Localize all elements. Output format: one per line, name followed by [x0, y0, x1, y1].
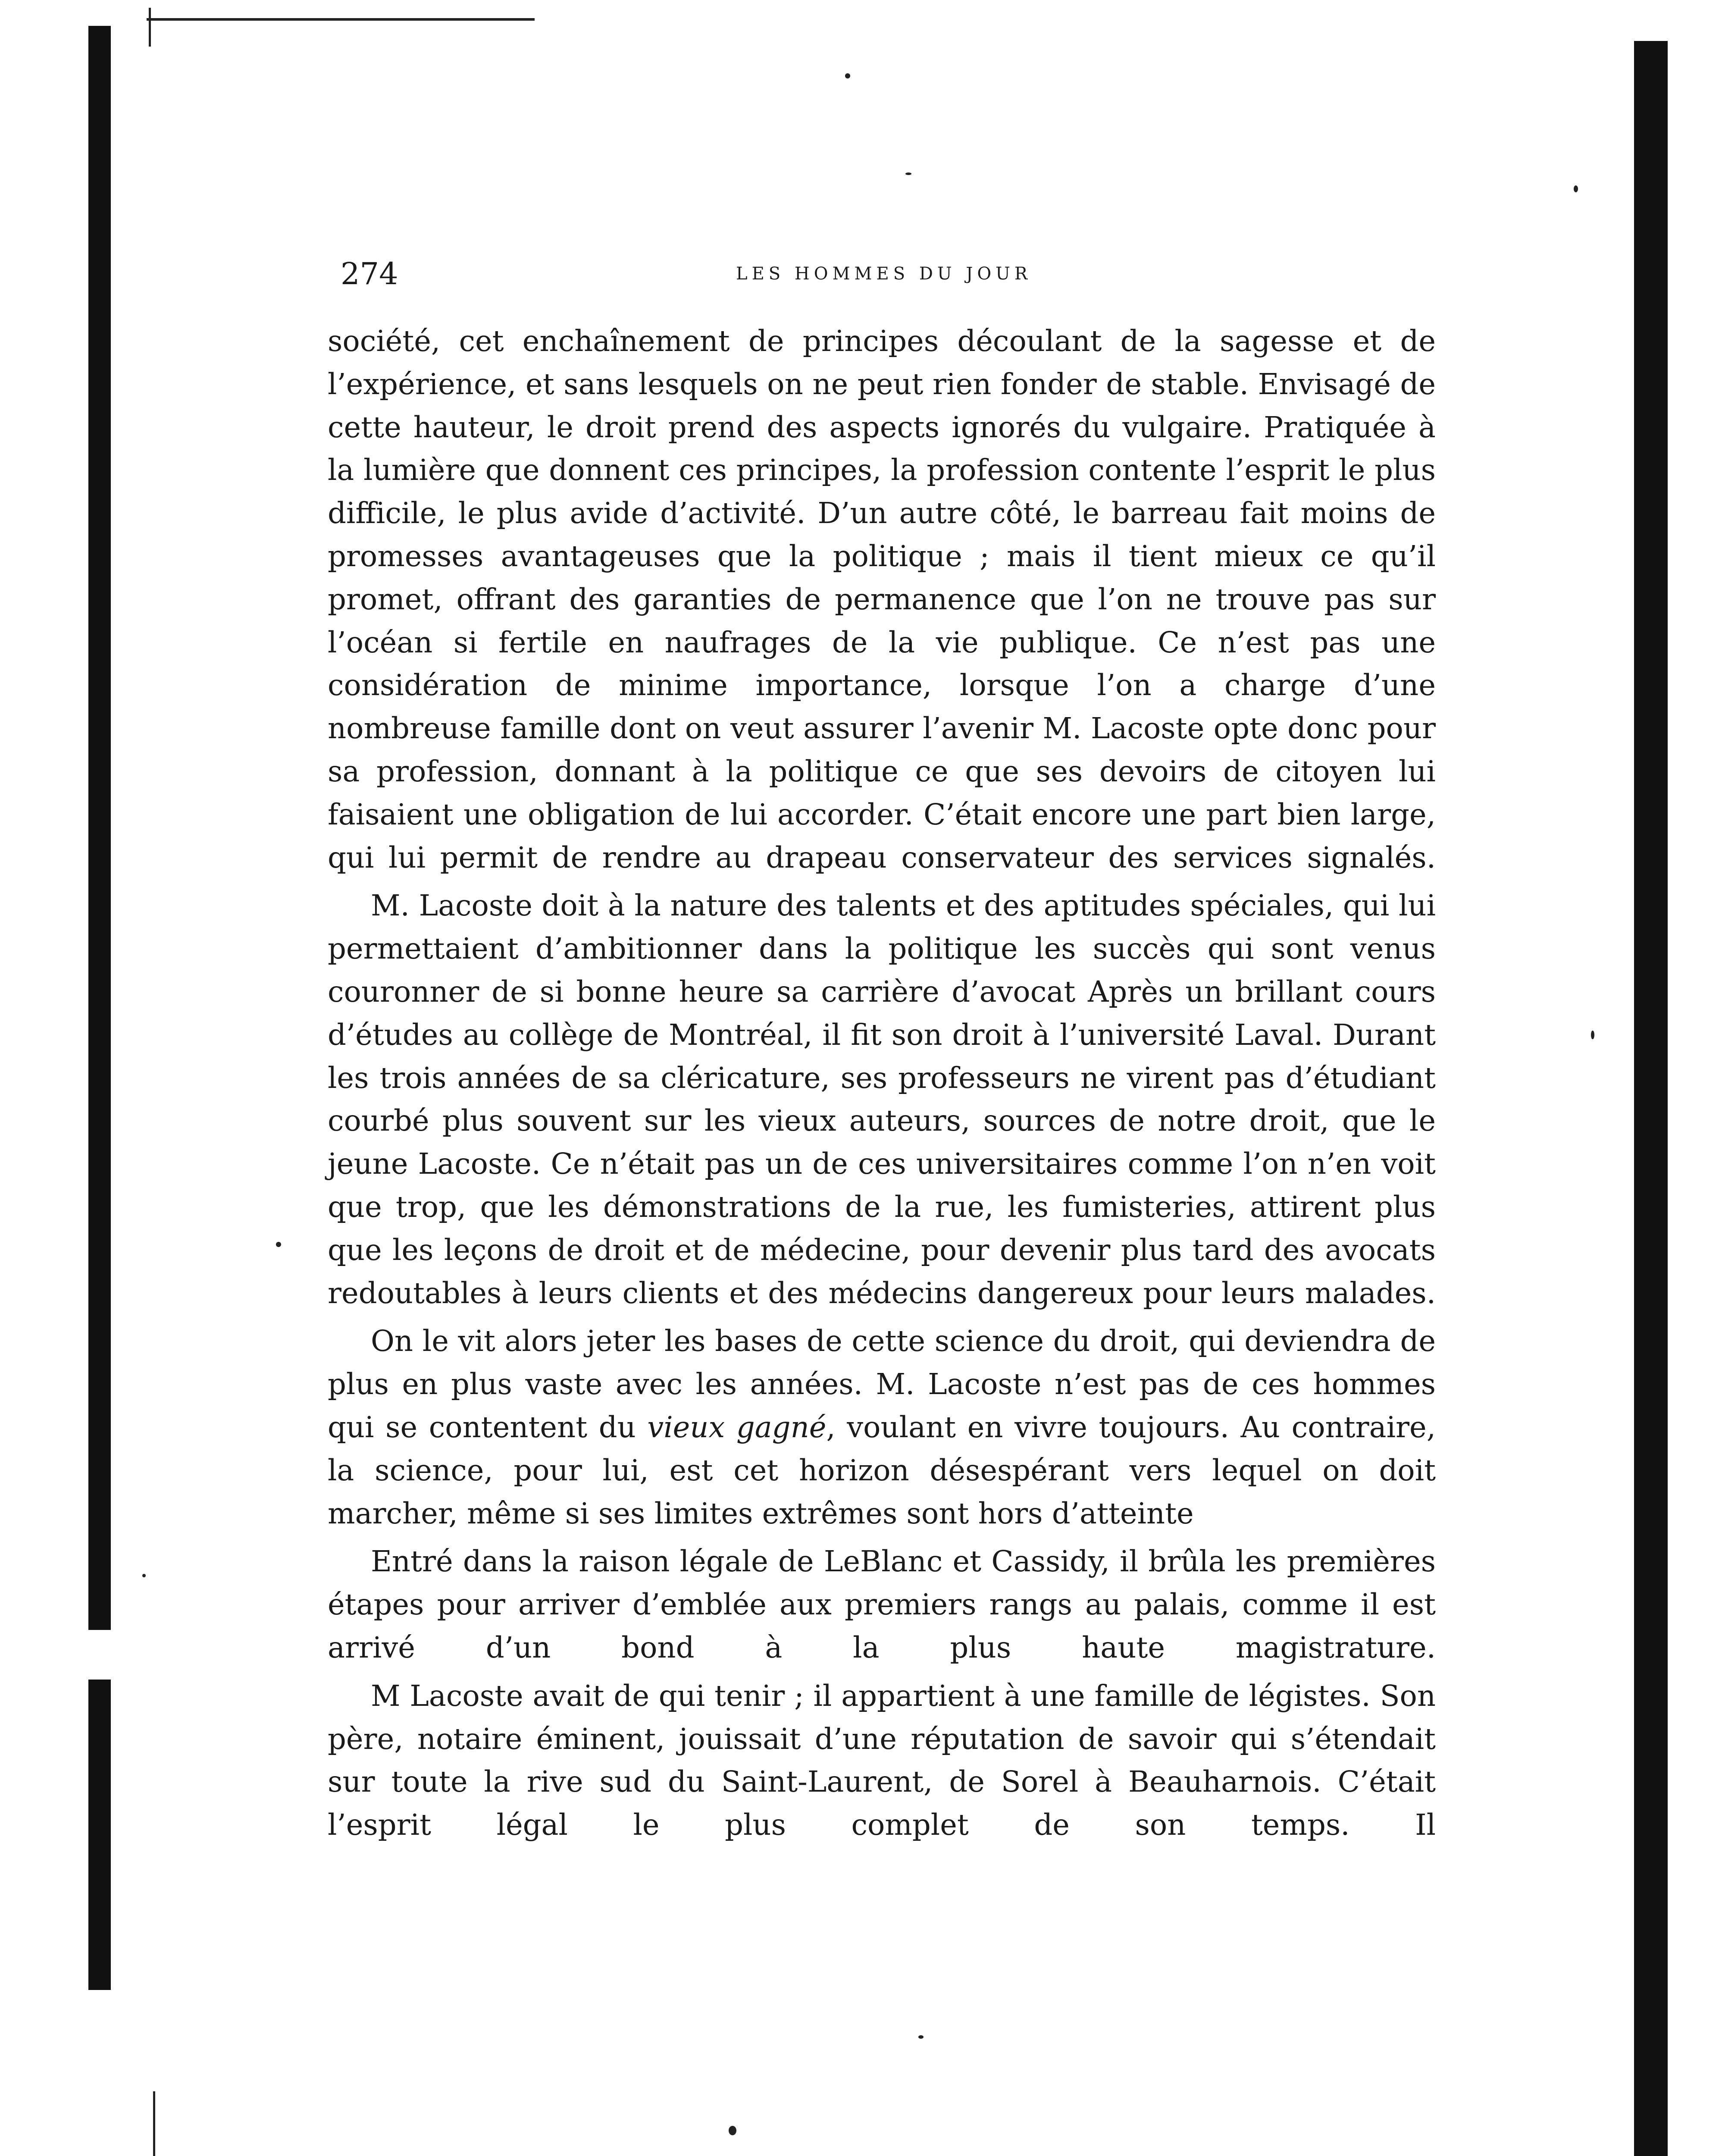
paragraph-text: On le vit alors jeter les bases de cette science du droit, qui deviendra de plus en plus vaste avec les années. M. Lacoste n’est pas de ces hommes qui se contentent du [328, 1324, 1436, 1444]
scan-speck [142, 1574, 146, 1577]
page-number: 274 [341, 256, 398, 291]
scan-speck [918, 2035, 924, 2039]
paragraph: M Lacoste avait de qui tenir ; il appartient à une famille de légistes. Son père, notaire éminent, jouissait d’une réputation de savoir qui s’étendait sur toute la rive sud du Saint-Laurent, de Sorel à Beauharnois. C’était l’esprit légal le plus complet de son temps. Il [328, 1679, 1436, 1842]
scan-edge-left-lower [88, 1680, 111, 1990]
scan-speck [1574, 185, 1578, 192]
italic-phrase: vieux gagné [647, 1410, 827, 1444]
scan-rule-top [147, 18, 535, 21]
paragraph: M. Lacoste doit à la nature des talents et des aptitudes spéciales, qui lui permettaient d’ambitionner dans la politique les succès qui sont venus couronner de si bonne heure sa carrière d’avocat Après un brillant cours d’études au collège de Montréal, il fit son droit à l’université Laval. Durant les trois années de sa cléricature, ses professeurs ne virent pas d’étudiant courbé plus souvent sur les vieux auteurs, sources de notre droit, que le jeune Lacoste. Ce n’était pas un de ces universitaires comme l’on n’en voit que trop, que les démonstrations de la rue, les fumisteries, attirent plus que les leçons de droit et de médecine, pour devenir plus tard des avocats redoutables à leurs clients et des médecins dangereux pour leurs malades. [328, 889, 1436, 1310]
scan-edge-left [88, 26, 111, 1630]
paragraph: Entré dans la raison légale de LeBlanc et Cassidy, il brûla les premières étapes pour arriver d’emblée aux premiers rangs au palais, comme il est arrivé d’un bond à la plus haute magistrature. [328, 1545, 1436, 1664]
scan-tick-bottom-left [153, 2091, 155, 2156]
scan-speck [729, 2126, 736, 2135]
scan-edge-right [1634, 41, 1668, 2156]
body-text [328, 320, 1436, 1847]
paragraph-text: , voulant en vivre toujours. Au contraire, la science, pour lui, est cet horizon désespérant vers lequel on doit marcher, même si ses limites extrêmes sont hors d’atteinte [328, 1410, 1436, 1530]
paragraph [328, 1320, 1436, 1535]
scan-speck [1591, 1031, 1594, 1039]
scan-speck [276, 1242, 281, 1247]
scan-speck [905, 172, 911, 175]
page-header [341, 257, 1427, 291]
scan-tick-top-left [149, 8, 151, 47]
scan-speck [845, 73, 850, 78]
running-head: LES HOMMES DU JOUR [736, 264, 1032, 284]
paragraph: société, cet enchaînement de principes découlant de la sagesse et de l’expérience, et sans lesquels on ne peut rien fonder de stable. Envisagé de cette hauteur, le droit prend des aspects ignorés du vulgaire. Pratiquée à la lumière que donnent ces principes, la profession contente l’esprit le plus difficile, le plus avide d’activité. D’un autre côté, le barreau fait moins de promesses avantageuses que la politique ; mais il tient mieux ce qu’il promet, offrant des garanties de permanence que l’on ne trouve pas sur l’océan si fertile en naufrages de la vie publique. Ce n’est pas une considération de minime importance, lorsque l’on a charge d’une nombreuse famille dont on veut assurer l’avenir M. Lacoste opte donc pour sa profession, donnant à la politique ce que ses devoirs de citoyen lui faisaient une obligation de lui accorder. C’était encore une part bien large, qui lui permit de rendre au drapeau conservateur des services signalés. [328, 324, 1436, 874]
